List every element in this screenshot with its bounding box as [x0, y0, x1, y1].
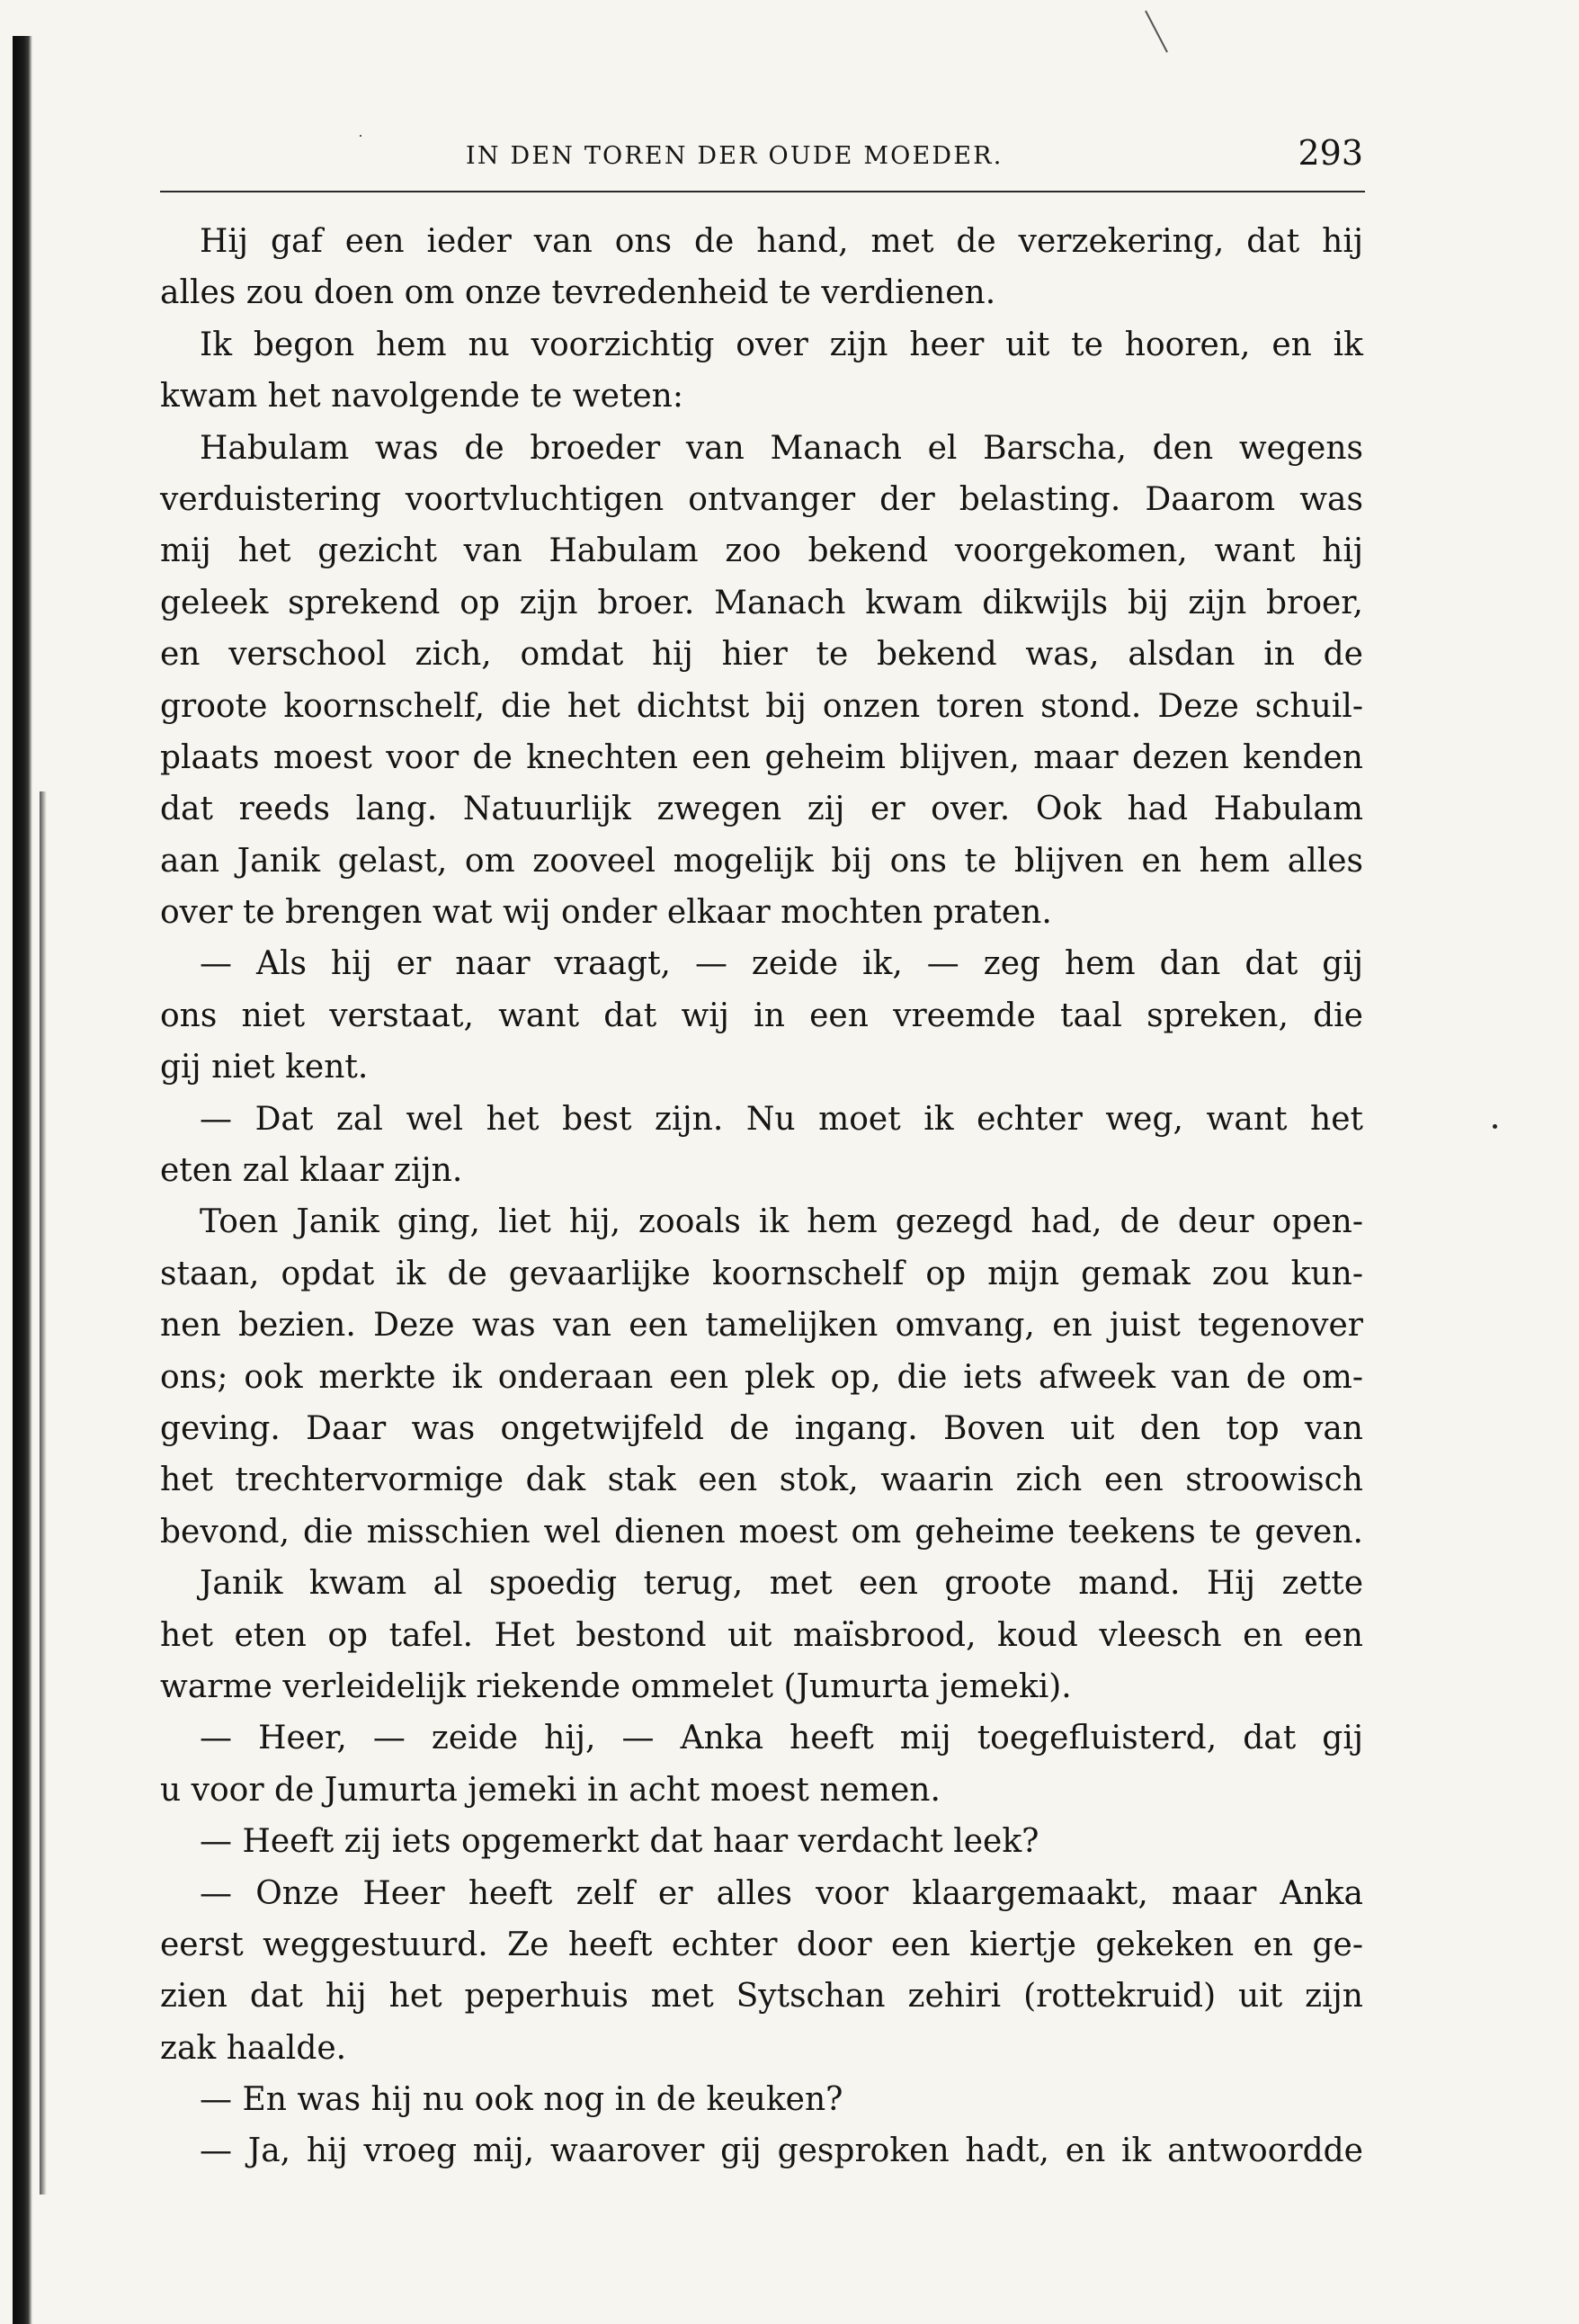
text-line: alles zou doen om onze tevredenheid te verdienen. [160, 274, 996, 312]
text-line: — En was hij nu ook nog in de keuken? [200, 2081, 843, 2119]
text-line: eten zal klaar zijn. [160, 1152, 463, 1190]
text-line: groote koornschelf, die het dichtst bij onzen toren stond. Deze schuil- [160, 687, 1363, 725]
scan-speck [1493, 1124, 1497, 1129]
text-line: Habulam was de broeder van Manach el Barscha, den wegens [200, 429, 1363, 467]
scan-speck [360, 135, 361, 137]
text-line: Ik begon hem nu voorzichtig over zijn heer uit te hooren, en ik [200, 326, 1363, 363]
text-line: — Onze Heer heeft zelf er alles voor klaargemaakt, maar Anka [200, 1874, 1363, 1912]
text-line: — Dat zal wel het best zijn. Nu moet ik echter weg, want het [200, 1100, 1363, 1138]
text-line: kwam het navolgende te weten: [160, 378, 683, 416]
text-line: gij niet kent. [160, 1049, 369, 1086]
pencil-mark [1140, 7, 1176, 58]
text-line: mij het gezicht van Habulam zoo bekend voorgekomen, want hij [160, 532, 1363, 570]
binding-shadow [13, 36, 32, 2324]
text-line: — Heer, — zeide hij, — Anka heeft mij toegefluisterd, dat gij [200, 1720, 1363, 1757]
text-line: zien dat hij het peperhuis met Sytschan zehiri (rottekruid) uit zijn [160, 1978, 1363, 2016]
text-line: staan, opdat ik de gevaarlijke koornschelf op mijn gemak zou kun- [160, 1255, 1363, 1292]
text-line: bevond, die misschien wel dienen moest om geheime teekens te geven. [160, 1513, 1363, 1551]
text-line: zak haalde. [160, 2029, 347, 2067]
text-line: Janik kwam al spoedig terug, met een groote mand. Hij zette [200, 1565, 1363, 1603]
header-rule [160, 191, 1365, 192]
text-line: ons niet verstaat, want dat wij in een vreemde taal spreken, die [160, 997, 1363, 1034]
running-head: IN DEN TOREN DER OUDE MOEDER. [466, 142, 1004, 170]
text-line: verduistering voortvluchtigen ontvanger der belasting. Daarom was [160, 480, 1363, 518]
text-line: Toen Janik ging, liet hij, zooals ik hem gezegd had, de deur open- [200, 1203, 1363, 1241]
text-line: het eten op tafel. Het bestond uit maïsbrood, koud vleesch en een [160, 1616, 1363, 1654]
text-line: — Heeft zij iets opgemerkt dat haar verdacht leek? [200, 1823, 1039, 1861]
text-line: — Als hij er naar vraagt, — zeide ik, — zeg hem dan dat gij [200, 945, 1363, 983]
page-header [160, 135, 1363, 189]
text-line: warme verleidelijk riekende ommelet (Jumurta jemeki). [160, 1667, 1072, 1705]
text-line: geleek sprekend op zijn broer. Manach kwam dikwijls bij zijn broer, [160, 584, 1363, 621]
text-line: ons; ook merkte ik onderaan een plek op, die iets afweek van de om- [160, 1358, 1363, 1396]
text-line: het trechtervormige dak stak een stok, waarin zich een stroowisch [160, 1461, 1363, 1499]
text-line: geving. Daar was ongetwijfeld de ingang. Boven uit den top van [160, 1409, 1363, 1447]
text-line: — Ja, hij vroeg mij, waarover gij gesproken hadt, en ik antwoordde [200, 2132, 1363, 2170]
text-line: aan Janik gelast, om zooveel mogelijk bij ons te blijven en hem alles [160, 842, 1363, 880]
text-line: Hij gaf een ieder van ons de hand, met de verzekering, dat hij [200, 223, 1363, 260]
text-line: plaats moest voor de knechten een geheim blijven, maar dezen kenden [160, 738, 1363, 776]
text-line: en verschool zich, omdat hij hier te bekend was, alsdan in de [160, 636, 1363, 674]
text-line: dat reeds lang. Natuurlijk zwegen zij er over. Ook had Habulam [160, 791, 1363, 828]
text-line: over te brengen wat wij onder elkaar mochten praten. [160, 894, 1052, 932]
page-number: 293 [1298, 133, 1363, 173]
binding-shadow-inner [40, 791, 47, 2194]
text-line: nen bezien. Deze was van een tamelijken omvang, en juist tegenover [160, 1307, 1363, 1345]
body-text [160, 216, 1363, 2177]
text-line: u voor de Jumurta jemeki in acht moest nemen. [160, 1771, 941, 1809]
text-line: eerst weggestuurd. Ze heeft echter door een kiertje gekeken en ge- [160, 1926, 1363, 1963]
